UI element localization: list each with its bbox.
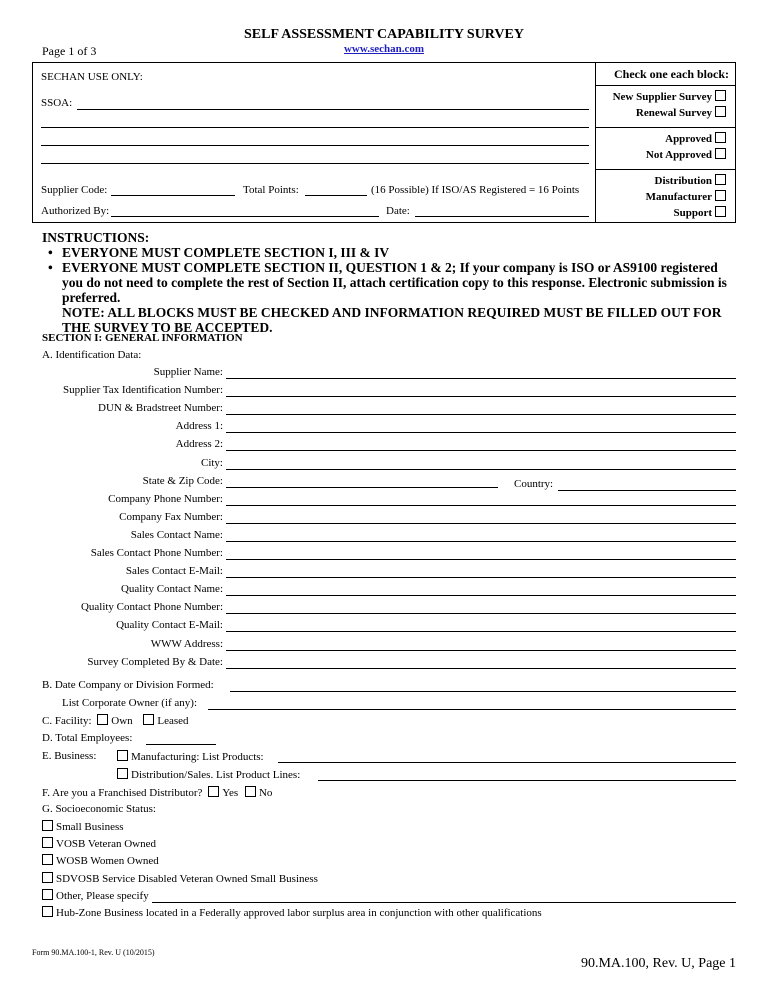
field-input[interactable] xyxy=(226,487,498,488)
socioeconomic-label: Other, Please specify xyxy=(56,889,149,902)
leased-label: Leased xyxy=(157,715,189,727)
socioeconomic-checkbox[interactable] xyxy=(42,906,53,917)
field-label: Sales Contact Name: xyxy=(130,528,223,541)
check-block-panel xyxy=(595,63,735,222)
other-specify-input[interactable] xyxy=(152,902,736,903)
manufacturing-label: Manufacturing: List Products: xyxy=(131,751,264,763)
products-input[interactable] xyxy=(278,762,736,763)
field-input[interactable] xyxy=(226,541,736,542)
total-points-label: Total Points: xyxy=(243,184,299,196)
use-only-panel xyxy=(33,63,595,222)
ssoa-line-2[interactable] xyxy=(41,127,589,128)
field-row xyxy=(0,438,768,454)
instructions-list xyxy=(42,245,742,335)
socioeconomic-option xyxy=(42,854,159,867)
franchised-no-checkbox[interactable] xyxy=(245,786,256,797)
footer-page-number: 90.MA.100, Rev. U, Page 1 xyxy=(580,956,736,971)
not-approved-label: Not Approved xyxy=(645,149,712,161)
franchised-yes-checkbox[interactable] xyxy=(208,786,219,797)
field-row xyxy=(0,638,768,654)
facility-row xyxy=(42,714,189,727)
socioeconomic-checkbox[interactable] xyxy=(42,820,53,831)
field-row xyxy=(0,656,768,672)
socioeconomic-checkbox[interactable] xyxy=(42,872,53,883)
instruction-bullet-2 xyxy=(42,260,742,335)
ssoa-line-3[interactable] xyxy=(41,145,589,146)
field-label: WWW Address: xyxy=(150,637,223,650)
check-header: Check one each block: xyxy=(596,63,735,86)
field-row xyxy=(0,619,768,635)
new-supplier-option[interactable] xyxy=(596,89,735,105)
ssoa-label: SSOA: xyxy=(41,97,73,109)
leased-checkbox[interactable] xyxy=(143,714,154,725)
field-label: Quality Contact Phone Number: xyxy=(80,601,223,614)
instruction-bullet-1: • EVERYONE MUST COMPLETE SECTION I, III & IV xyxy=(42,245,742,260)
distribution-sales-label: Distribution/Sales. List Product Lines: xyxy=(131,769,301,781)
total-points-input[interactable] xyxy=(305,195,367,196)
field-row xyxy=(0,583,768,599)
manufacturing-row xyxy=(114,750,264,763)
new-supplier-label: New Supplier Survey xyxy=(612,91,712,103)
business-label: E. Business: xyxy=(42,750,97,762)
field-input[interactable] xyxy=(226,469,736,470)
survey-type-group xyxy=(596,89,735,128)
date-formed-label: B. Date Company or Division Formed: xyxy=(42,679,214,691)
franchised-row xyxy=(42,786,272,799)
form-number: Form 90.MA.100-1, Rev. U (10/2015) xyxy=(32,948,155,957)
approval-group xyxy=(596,131,735,170)
field-label: DUN & Bradstreet Number: xyxy=(98,402,223,415)
field-input[interactable] xyxy=(226,577,736,578)
field-label: Quality Contact E-Mail: xyxy=(116,619,223,632)
distribution-option[interactable] xyxy=(596,173,735,189)
field-row xyxy=(0,457,768,473)
field-row xyxy=(0,547,768,563)
renewal-option[interactable] xyxy=(596,105,735,121)
manufacturer-checkbox[interactable] xyxy=(715,190,726,201)
total-employees-label: D. Total Employees: xyxy=(42,732,133,744)
country-input[interactable] xyxy=(558,490,736,491)
product-lines-input[interactable] xyxy=(318,780,736,781)
own-checkbox[interactable] xyxy=(97,714,108,725)
corporate-owner-label: List Corporate Owner (if any): xyxy=(62,697,198,709)
field-row xyxy=(0,384,768,400)
socioeconomic-label: Small Business xyxy=(56,821,124,833)
supplier-code-input[interactable] xyxy=(111,195,235,196)
field-label: Sales Contact E-Mail: xyxy=(125,565,223,578)
date-formed-input[interactable] xyxy=(230,691,736,692)
field-label: Company Phone Number: xyxy=(108,492,223,505)
distribution-sales-checkbox[interactable] xyxy=(117,768,128,779)
support-label: Support xyxy=(673,207,712,219)
ssoa-input[interactable] xyxy=(77,109,589,110)
distribution-label: Distribution xyxy=(654,175,712,187)
socioeconomic-checkbox[interactable] xyxy=(42,837,53,848)
instructions xyxy=(42,230,742,335)
field-input[interactable] xyxy=(226,668,736,669)
instructions-heading: INSTRUCTIONS: xyxy=(42,230,150,245)
field-input[interactable] xyxy=(226,396,736,397)
approved-checkbox[interactable] xyxy=(715,132,726,143)
field-label: State & Zip Code: xyxy=(142,474,223,487)
field-row xyxy=(0,402,768,418)
socioeconomic-label: SDVOSB Service Disabled Veteran Owned Small Business xyxy=(56,872,318,885)
field-label: Address 1: xyxy=(175,420,223,433)
socioeconomic-option xyxy=(42,837,156,850)
renewal-checkbox[interactable] xyxy=(715,106,726,117)
identification-data-label: A. Identification Data: xyxy=(42,349,142,361)
field-input[interactable] xyxy=(226,559,736,560)
authorized-by-input[interactable] xyxy=(111,216,379,217)
field-label: Survey Completed By & Date: xyxy=(87,655,223,668)
field-label: City: xyxy=(200,456,223,469)
manufacturing-checkbox[interactable] xyxy=(117,750,128,761)
field-input[interactable] xyxy=(226,414,736,415)
socioeconomic-label: G. Socioeconomic Status: xyxy=(42,803,156,815)
field-input[interactable] xyxy=(226,432,736,433)
support-option[interactable] xyxy=(596,205,735,221)
country-label: Country: xyxy=(514,478,554,490)
use-only-label: SECHAN USE ONLY: xyxy=(41,71,143,83)
socioeconomic-label: Hub-Zone Business located in a Federally approved labor surplus area in conjunction with other qualifications xyxy=(56,907,542,919)
section-1-heading: SECTION I: GENERAL INFORMATION xyxy=(42,332,243,344)
field-row xyxy=(0,366,768,382)
socioeconomic-option xyxy=(42,889,149,902)
manufacturer-label: Manufacturer xyxy=(645,191,712,203)
date-label: Date: xyxy=(386,205,410,217)
supplier-code-label: Supplier Code: xyxy=(41,184,108,196)
field-row xyxy=(0,565,768,581)
socioeconomic-checkbox[interactable] xyxy=(42,854,53,865)
field-input[interactable] xyxy=(226,613,736,614)
no-label: No xyxy=(258,787,273,799)
total-employees-input[interactable] xyxy=(146,744,216,745)
new-supplier-checkbox[interactable] xyxy=(715,90,726,101)
instruction-note: NOTE: ALL BLOCKS MUST BE CHECKED AND INFORMATION REQUIRED MUST BE FILLED OUT FOR THE SURVEY TO BE ACCEPTED. xyxy=(62,305,722,335)
distribution-row xyxy=(114,768,300,781)
socioeconomic-option xyxy=(42,872,318,885)
yes-label: Yes xyxy=(222,787,239,799)
field-input[interactable] xyxy=(226,631,736,632)
ssoa-line-4[interactable] xyxy=(41,163,589,164)
field-input[interactable] xyxy=(226,523,736,524)
authorized-by-label: Authorized By: xyxy=(41,205,110,217)
field-row xyxy=(0,601,768,617)
sechan-use-box xyxy=(32,62,736,223)
socioeconomic-checkbox[interactable] xyxy=(42,889,53,900)
renewal-label: Renewal Survey xyxy=(635,107,712,119)
field-input[interactable] xyxy=(226,595,736,596)
field-row xyxy=(0,493,768,509)
field-label: Address 2: xyxy=(175,438,223,451)
category-group xyxy=(596,173,735,223)
socioeconomic-option xyxy=(42,906,542,919)
distribution-checkbox[interactable] xyxy=(715,174,726,185)
form-title: SELF ASSESSMENT CAPABILITY SURVEY xyxy=(244,27,524,42)
manufacturer-option[interactable] xyxy=(596,189,735,205)
possible-points-note: (16 Possible) If ISO/AS Registered = 16 Points xyxy=(371,184,580,196)
field-label: Company Fax Number: xyxy=(119,510,223,523)
field-label: Quality Contact Name: xyxy=(120,583,223,596)
date-input[interactable] xyxy=(415,216,589,217)
socioeconomic-label: WOSB Women Owned xyxy=(56,855,159,868)
field-input[interactable] xyxy=(226,378,736,379)
field-row xyxy=(0,529,768,545)
corporate-owner-input[interactable] xyxy=(208,709,736,710)
field-input[interactable] xyxy=(226,505,736,506)
field-input[interactable] xyxy=(226,650,736,651)
instruction-bullet-2-text: EVERYONE MUST COMPLETE SECTION II, QUESTION 1 & 2; If your company is ISO or AS9100 registered you do not need to complete the rest of Section II, attach certification copy to this response. Electronic submission is preferred. xyxy=(62,260,727,305)
field-row xyxy=(0,475,768,491)
page-indicator: Page 1 of 3 xyxy=(42,44,97,58)
not-approved-option[interactable] xyxy=(596,147,735,163)
field-input[interactable] xyxy=(226,450,736,451)
support-checkbox[interactable] xyxy=(715,206,726,217)
field-label: Sales Contact Phone Number: xyxy=(90,547,223,559)
franchised-label: F. Are you a Franchised Distributor? xyxy=(42,787,203,799)
website-link[interactable]: www.sechan.com xyxy=(343,43,425,55)
field-row xyxy=(0,420,768,436)
own-label: Own xyxy=(111,715,133,727)
field-label: Supplier Name: xyxy=(153,366,223,378)
field-label: Supplier Tax Identification Number: xyxy=(62,384,223,397)
not-approved-checkbox[interactable] xyxy=(715,148,726,159)
approved-option[interactable] xyxy=(596,131,735,147)
socioeconomic-option xyxy=(42,820,124,833)
field-row xyxy=(0,511,768,527)
approved-label: Approved xyxy=(665,133,712,145)
facility-label: C. Facility: xyxy=(42,715,92,727)
socioeconomic-label: VOSB Veteran Owned xyxy=(56,838,157,851)
